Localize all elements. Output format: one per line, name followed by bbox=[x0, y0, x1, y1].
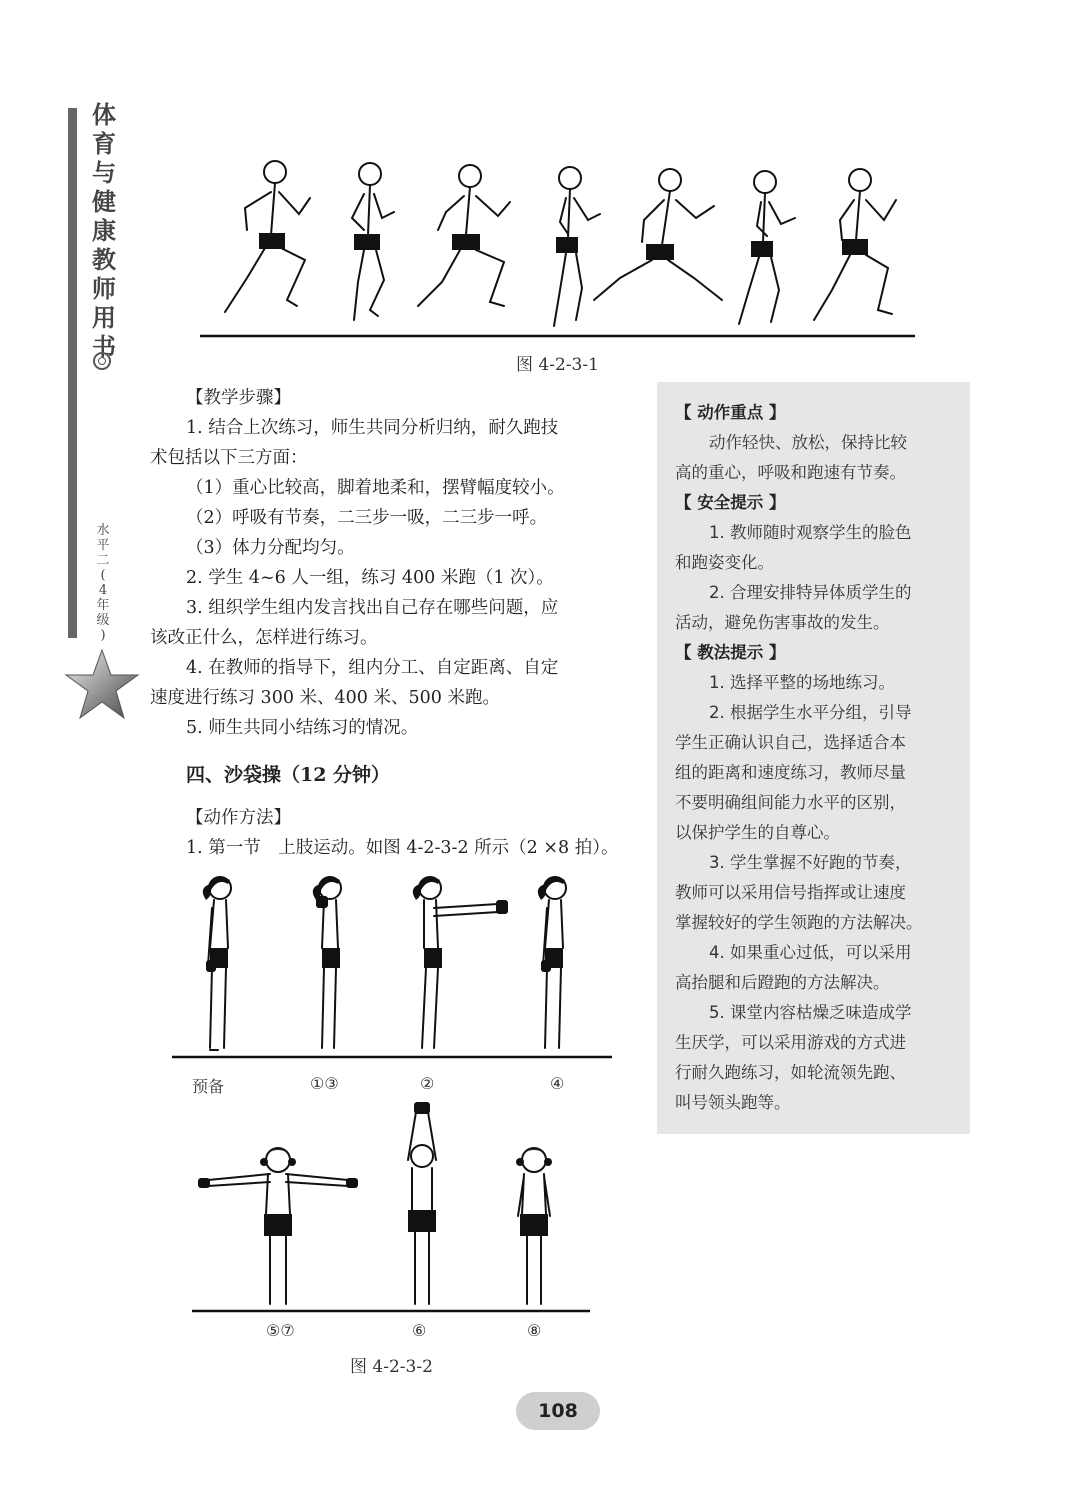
title-char: 书 bbox=[92, 332, 116, 361]
runner-2 bbox=[352, 163, 394, 320]
double-circle-icon bbox=[93, 352, 111, 370]
girl-position-4 bbox=[538, 877, 566, 1048]
step-2: 2. 学生 4~6 人一组，练习 400 米跑（1 次）。 bbox=[186, 568, 554, 588]
tip-3-line-1: 3. 学生掌握不好跑的节奏， bbox=[709, 853, 912, 872]
step-5: 5. 师生共同小结练习的情况。 bbox=[186, 718, 419, 738]
sandbag-exercise-row-2 bbox=[190, 1098, 592, 1316]
step-3-line-1: 3. 组织学生组内发言找出自己存在哪些问题，应 bbox=[186, 598, 559, 618]
label-6: ⑥ bbox=[412, 1321, 427, 1340]
level-char: 水 bbox=[96, 523, 110, 538]
tip-5-line-1: 5. 课堂内容枯燥乏味造成学 bbox=[709, 1003, 912, 1022]
tip-3-line-3: 掌握较好的学生领跑的方法解决。 bbox=[675, 913, 923, 932]
safety-heading: 【 安全提示 】 bbox=[675, 493, 786, 512]
girl-position-5-7 bbox=[198, 1148, 358, 1304]
point-2: （2）呼吸有节奏，二三步一吸，二三步一呼。 bbox=[186, 508, 548, 528]
level-char: 4 bbox=[98, 583, 108, 598]
book-title-vertical bbox=[88, 100, 120, 361]
safety-1-line-2: 和跑姿变化。 bbox=[675, 553, 774, 572]
title-char: 康 bbox=[92, 216, 116, 245]
runner-3 bbox=[418, 165, 510, 306]
tip-1: 1. 选择平整的场地练习。 bbox=[709, 673, 895, 692]
title-char: 教 bbox=[92, 245, 116, 274]
title-char: 育 bbox=[92, 129, 116, 158]
tip-4-line-2: 高抬腿和后蹬跑的方法解决。 bbox=[675, 973, 890, 992]
page-number: 108 bbox=[516, 1392, 600, 1430]
safety-2-line-1: 2. 合理安排特异体质学生的 bbox=[709, 583, 912, 602]
tips-sidebar bbox=[657, 382, 970, 1134]
key-points-heading: 【 动作重点 】 bbox=[675, 403, 786, 422]
title-char: 师 bbox=[92, 274, 116, 303]
tip-2-line-3: 组的距离和速度练习，教师尽量 bbox=[675, 763, 906, 782]
label-2: ② bbox=[420, 1074, 435, 1093]
section-4-heading: 四、沙袋操（12 分钟） bbox=[186, 764, 391, 786]
method-1: 1. 第一节 上肢运动。如图 4-2-3-2 所示（2 ×8 拍）。 bbox=[186, 838, 619, 858]
label-8: ⑧ bbox=[527, 1321, 542, 1340]
margin-bar bbox=[68, 108, 77, 638]
label-4: ④ bbox=[550, 1074, 565, 1093]
level-char: 年 bbox=[96, 598, 110, 613]
figure-2-caption: 图 4-2-3-2 bbox=[350, 1357, 433, 1377]
step-3-line-2: 该改正什么，怎样进行练习。 bbox=[150, 628, 378, 648]
girl-position-6 bbox=[408, 1102, 436, 1304]
key-points-line-1: 动作轻快、放松，保持比较 bbox=[709, 433, 907, 452]
level-char: 级 bbox=[96, 613, 110, 628]
label-1-3: ①③ bbox=[310, 1074, 339, 1093]
level-char: ( bbox=[100, 568, 106, 583]
step-4-line-1: 4. 在教师的指导下，组内分工、自定距离、自定 bbox=[186, 658, 559, 678]
teaching-tips-heading: 【 教法提示 】 bbox=[675, 643, 786, 662]
girl-position-1-3 bbox=[313, 877, 341, 1048]
level-char: 平 bbox=[96, 538, 110, 553]
safety-1-line-1: 1. 教师随时观察学生的脸色 bbox=[709, 523, 912, 542]
tip-2-line-4: 不要明确组间能力水平的区别， bbox=[675, 793, 906, 812]
runner-1 bbox=[225, 161, 310, 312]
runner-6 bbox=[739, 171, 795, 324]
level-char: 二 bbox=[96, 553, 110, 568]
title-char: 与 bbox=[92, 158, 116, 187]
running-sequence-figure bbox=[195, 150, 920, 345]
main-text bbox=[150, 383, 640, 863]
tip-5-line-2: 生厌学，可以采用游戏的方式进 bbox=[675, 1033, 906, 1052]
step-1-line-2: 术包括以下三方面： bbox=[150, 448, 308, 468]
tip-3-line-2: 教师可以采用信号指挥或让速度 bbox=[675, 883, 906, 902]
sandbag-exercise-row-1 bbox=[170, 868, 615, 1064]
title-char: 体 bbox=[92, 100, 116, 129]
step-4-line-2: 速度进行练习 300 米、400 米、500 米跑。 bbox=[150, 688, 500, 708]
tip-2-line-5: 以保护学生的自尊心。 bbox=[675, 823, 840, 842]
tip-2-line-1: 2. 根据学生水平分组，引导 bbox=[709, 703, 912, 722]
girl-position-2 bbox=[413, 877, 508, 1048]
runner-4 bbox=[554, 167, 600, 326]
tip-5-line-3: 行耐久跑练习，如轮流领先跑、 bbox=[675, 1063, 906, 1082]
title-char: 健 bbox=[92, 187, 116, 216]
point-1: （1）重心比较高，脚着地柔和，摆臂幅度较小。 bbox=[186, 478, 565, 498]
step-1-line-1: 1. 结合上次练习，师生共同分析归纳，耐久跑技 bbox=[186, 418, 559, 438]
girl-position-8 bbox=[516, 1148, 552, 1304]
method-heading: 【动作方法】 bbox=[186, 808, 291, 828]
label-ready: 预备 bbox=[192, 1077, 225, 1096]
tip-2-line-2: 学生正确认识自己，选择适合本 bbox=[675, 733, 906, 752]
level-char: ) bbox=[100, 628, 106, 643]
title-char: 用 bbox=[92, 303, 116, 332]
key-points-line-2: 高的重心，呼吸和跑速有节奏。 bbox=[675, 463, 906, 482]
tip-4-line-1: 4. 如果重心过低，可以采用 bbox=[709, 943, 912, 962]
runner-5 bbox=[594, 169, 722, 300]
girl-ready bbox=[203, 877, 231, 1050]
runner-7 bbox=[814, 169, 896, 320]
teaching-steps-heading: 【教学步骤】 bbox=[186, 388, 291, 408]
figure-1-caption: 图 4-2-3-1 bbox=[516, 355, 599, 375]
point-3: （3）体力分配均匀。 bbox=[186, 538, 355, 558]
star-icon bbox=[64, 648, 140, 720]
grade-level-vertical bbox=[95, 523, 111, 643]
label-5-7: ⑤⑦ bbox=[266, 1321, 295, 1340]
safety-2-line-2: 活动，避免伤害事故的发生。 bbox=[675, 613, 890, 632]
tip-5-line-4: 叫号领头跑等。 bbox=[675, 1093, 791, 1112]
